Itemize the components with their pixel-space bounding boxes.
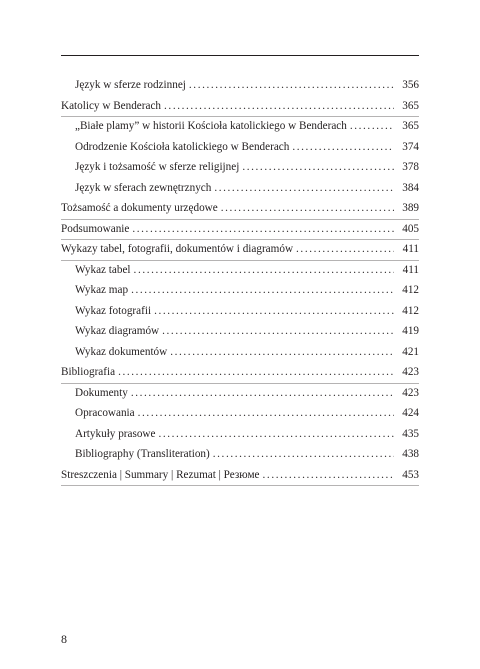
toc-entry: [61, 138, 419, 159]
dot-leader: [189, 76, 394, 96]
dot-leader: [221, 199, 394, 219]
toc-entry-page: 365: [402, 120, 419, 132]
dot-leader: [131, 281, 394, 301]
toc-entry: [61, 322, 419, 343]
toc-entry: [61, 240, 419, 261]
toc-entry-page: 438: [402, 448, 419, 460]
toc-entry-title: Dokumenty: [75, 386, 128, 399]
toc-entry: [61, 466, 419, 487]
dot-leader: [132, 220, 394, 240]
toc-entry-title: Wykaz map: [75, 284, 129, 296]
dot-leader: [214, 179, 394, 199]
dot-leader: [263, 466, 394, 486]
toc-entry-page: 411: [402, 243, 419, 255]
toc-entry-page: 435: [402, 427, 419, 440]
toc-entry-page: 412: [402, 284, 419, 296]
toc-entry: [61, 117, 419, 138]
toc-entry-title: Wykaz diagramów: [75, 325, 160, 337]
toc-entry-page: 389: [402, 202, 419, 214]
dot-leader: [158, 425, 394, 445]
toc-entry-page: 453: [402, 468, 419, 481]
toc-entry-page: 424: [402, 407, 419, 419]
dot-leader: [134, 261, 394, 281]
dot-leader: [296, 240, 394, 260]
dot-leader: [154, 302, 394, 322]
toc-entry-page: 419: [402, 325, 419, 337]
dot-leader: [164, 97, 394, 117]
toc-entry: [61, 261, 419, 282]
toc-entry-title: „Białe plamy” w historii Kościoła katolickiego w Benderach: [75, 120, 347, 132]
toc-entry: [61, 76, 419, 97]
dot-leader: [162, 322, 394, 342]
toc-entry: [61, 425, 419, 446]
toc-entry-title: Język i tożsamość w sferze religijnej: [75, 161, 240, 173]
toc-entry-title: Streszczenia | Summary | Rezumat | Резюме: [61, 468, 260, 481]
toc-entry-title: Bibliography (Transliteration): [75, 448, 210, 460]
toc-entry-title: Wykazy tabel, fotografii, dokumentów i diagramów: [61, 243, 294, 255]
toc-entry-title: Podsumowanie: [61, 222, 130, 235]
toc-entry-page: 423: [402, 386, 419, 399]
dot-leader: [292, 138, 394, 158]
page-number: 8: [61, 632, 67, 646]
dot-leader: [170, 343, 394, 363]
toc-entry: [61, 302, 419, 323]
toc-entry-title: Katolicy w Benderach: [61, 99, 162, 112]
toc-entry-page: 412: [402, 304, 419, 317]
dot-leader: [242, 158, 394, 178]
dot-leader: [213, 445, 394, 465]
toc-entry-page: 356: [402, 79, 419, 91]
toc-entry-title: Wykaz dokumentów: [75, 345, 168, 358]
toc-entry-title: Bibliografia: [61, 366, 116, 378]
toc-entry-page: 421: [402, 345, 419, 358]
toc-entry: [61, 281, 419, 302]
toc-entry: [61, 97, 419, 118]
toc-entry-page: 411: [402, 263, 419, 276]
toc-entry-title: Wykaz tabel: [75, 263, 131, 276]
toc-entry: [61, 384, 419, 405]
dot-leader: [138, 404, 394, 424]
header-rule: [61, 55, 419, 56]
toc-entry-title: Język w sferach zewnętrznych: [75, 181, 212, 194]
toc-entry: [61, 343, 419, 364]
dot-leader: [131, 384, 394, 404]
toc-entry-page: 384: [402, 181, 419, 194]
toc-entry: [61, 179, 419, 200]
toc-entry: [61, 445, 419, 466]
toc-entry: [61, 220, 419, 241]
dot-leader: [118, 363, 394, 383]
toc-entry: [61, 363, 419, 384]
toc-entry-title: Opracowania: [75, 407, 135, 419]
table-of-contents: [61, 76, 419, 486]
toc-entry-page: 405: [402, 222, 419, 235]
toc-entry-page: 378: [402, 161, 419, 173]
toc-entry-title: Wykaz fotografii: [75, 304, 152, 317]
toc-entry-title: Tożsamość a dokumenty urzędowe: [61, 202, 218, 214]
toc-entry-page: 374: [402, 140, 419, 153]
dot-leader: [350, 117, 394, 137]
toc-entry: [61, 404, 419, 425]
toc-entry-page: 365: [402, 99, 419, 112]
toc-entry-page: 423: [402, 366, 419, 378]
toc-entry: [61, 158, 419, 179]
toc-entry-title: Artykuły prasowe: [75, 427, 156, 440]
toc-entry-title: Odrodzenie Kościoła katolickiego w Benderach: [75, 140, 290, 153]
toc-entry: [61, 199, 419, 220]
toc-entry-title: Język w sferze rodzinnej: [75, 79, 186, 91]
